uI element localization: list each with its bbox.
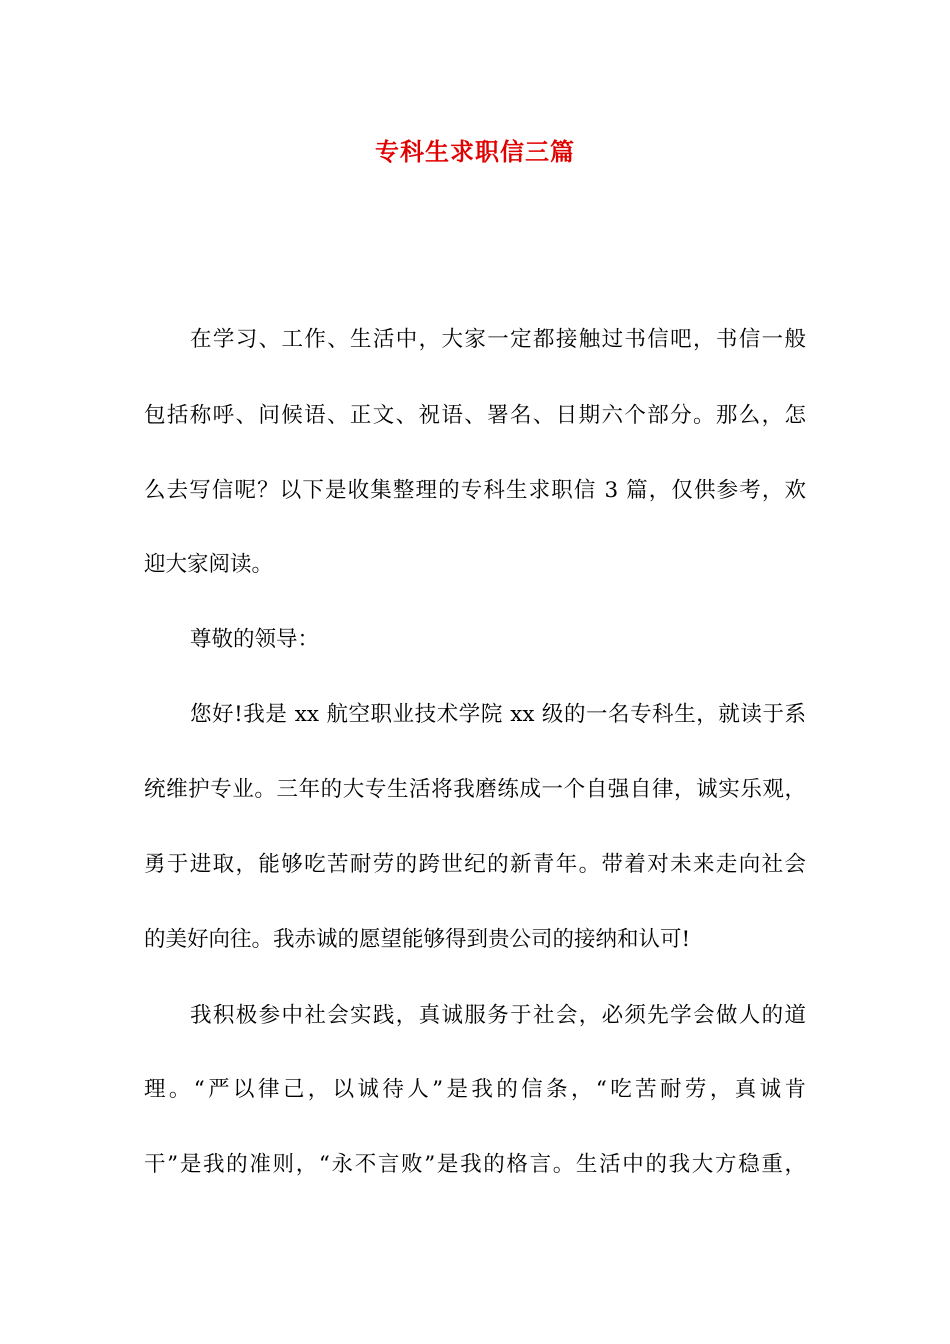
paragraph-line: 我积极参中社会实践，真诚服务于社会，必须先学会做人的道 [190,1003,806,1028]
salutation: 尊敬的领导： [190,627,320,652]
paragraph-line: 包括称呼、问候语、正文、祝语、署名、日期六个部分。那么，怎 [144,403,806,428]
paragraph-line: 迎大家阅读。 [144,552,274,577]
paragraph-line: 干”是我的准则，“永不言败”是我的格言。生活中的我大方稳重， [144,1152,806,1177]
paragraph-line: 理。“严以律己，以诚待人”是我的信条，“吃苦耐劳，真诚肯 [144,1077,806,1102]
paragraph-line: 统维护专业。三年的大专生活将我磨练成一个自强自律，诚实乐观， [144,777,806,802]
paragraph-line: 您好!我是 xx 航空职业技术学院 xx 级的一名专科生，就读于系 [190,702,806,727]
paragraph-line: 在学习、工作、生活中，大家一定都接触过书信吧，书信一般 [190,327,806,352]
paragraph-line: 勇于进取，能够吃苦耐劳的跨世纪的新青年。带着对未来走向社会 [144,852,806,877]
document-title: 专科生求职信三篇 [375,137,575,166]
paragraph-line: 的美好向往。我赤诚的愿望能够得到贵公司的接纳和认可! [144,927,691,952]
paragraph-line: 么去写信呢？以下是收集整理的专科生求职信 3 篇，仅供参考，欢 [144,478,806,503]
